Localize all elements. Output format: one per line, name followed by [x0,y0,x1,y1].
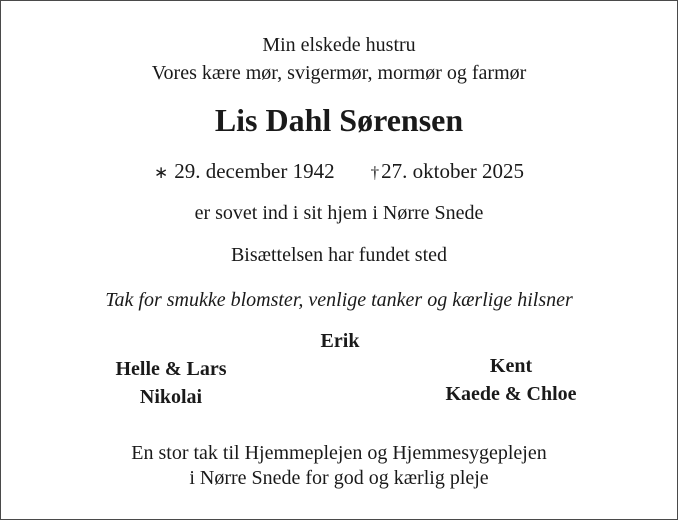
family-right-line-1: Kent [489,355,533,377]
intro-line-2: Vores kære mør, svigermør, mormør og farmør [151,62,527,84]
life-dates [1,158,677,186]
funeral-text: Bisættelsen har fundet sted [230,244,448,266]
footer-line-1: En stor tak til Hjemmeplejen og Hjemmesygeplejen [131,442,547,464]
birth-symbol: ∗ [153,163,169,182]
passed-away-text: er sovet ind i sit hjem i Nørre Snede [194,202,484,224]
family-right-line-2: Kaede & Chloe [445,383,577,405]
birth-date: 29. december 1942 [174,159,335,183]
footer-line-2: i Nørre Snede for god og kærlig pleje [189,467,489,489]
family-left-line-1: Helle & Lars [115,358,227,380]
family-center: Erik [320,330,360,352]
family-left-line-2: Nikolai [139,386,203,408]
death-symbol: † [370,163,380,182]
thanks-text: Tak for smukke blomster, venlige tanker og kærlige hilsner [105,289,573,311]
death-date: 27. oktober 2025 [381,159,525,183]
intro-line-1: Min elskede hustru [262,34,416,56]
deceased-name: Lis Dahl Sørensen [214,102,464,138]
